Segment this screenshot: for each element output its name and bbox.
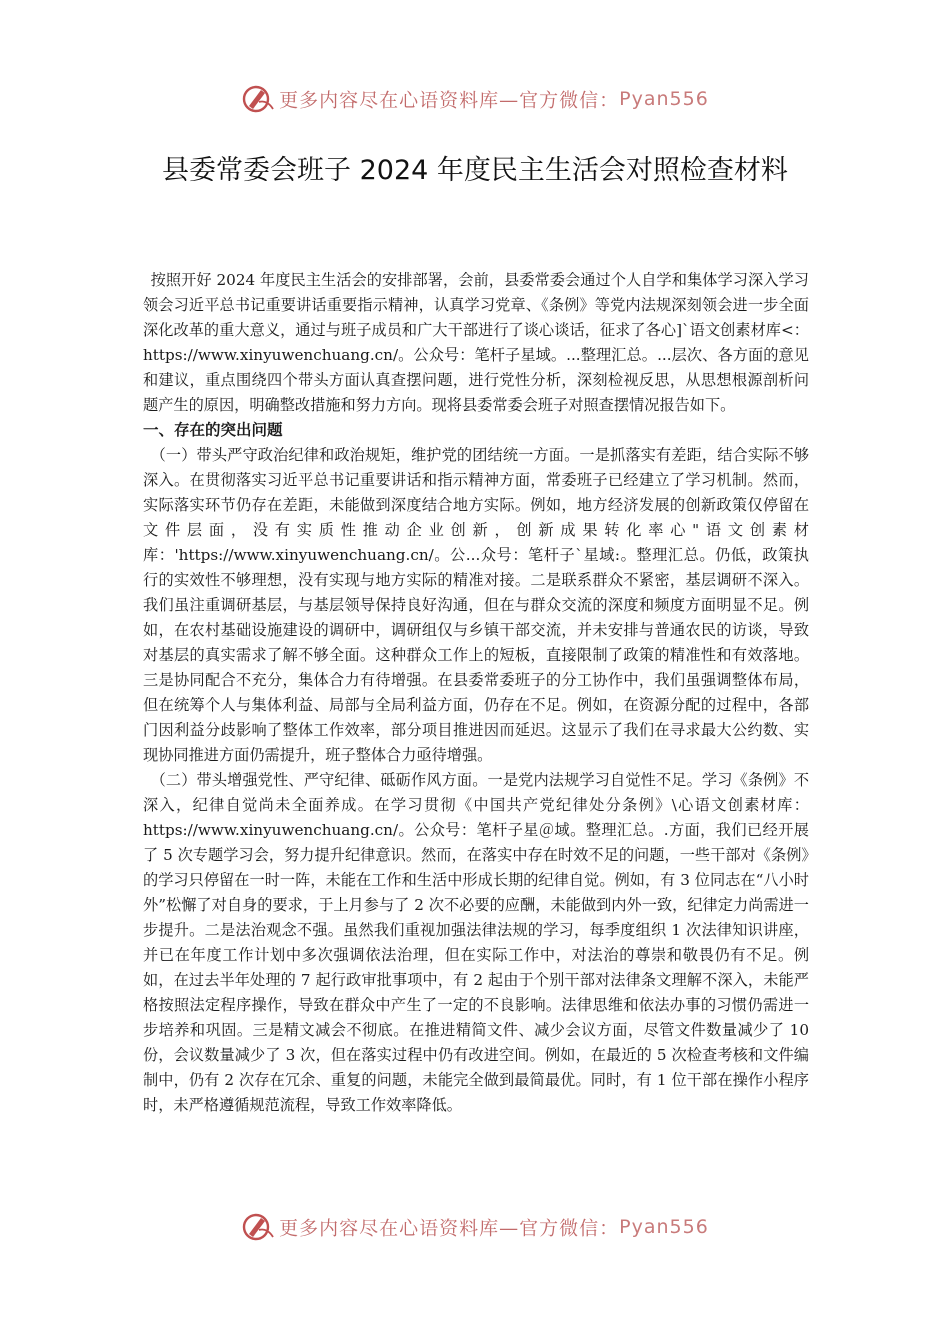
intro-paragraph: 按照开好 2024 年度民主生活会的安排部署，会前，县委常委会通过个人自学和集体学习深入学习领会习近平总书记重要讲话重要指示精神，认真学习党章、《条例》等党内法规深刻领会进一步全面深化改革的重大意义，通过与班子成员和广大干部进行了谈心谈话，征求了各心]`语文创素材库<：https://www.xinyuwenchuang.cn/。公众号：笔杆子星域。...整理汇总。...层次、各方面的意见和建议，重点围绕四个带头方面认真查摆问题，进行党性分析，深刻检视反思，从思想根源剖析问题产生的原因，明确整改措施和努力方向。现将县委常委会班子对照查摆情况报告如下。 bbox=[143, 271, 809, 414]
paragraph-2: （二）带头增强党性、严守纪律、砥砺作风方面。一是党内法规学习自觉性不足。学习《条例》不深入，纪律自觉尚未全面养成。在学习贯彻《中国共产党纪律处分条例》\心语文创素材库：https://www.xinyuwenchuang.cn/。公众号：笔杆子星＠域。整理汇总。.方面，我们已经开展了 5 次专题学习会，努力提升纪律意识。然而，在落实中存在时效不足的问题，一些干部对《条例》的学习只停留在一时一阵，未能在工作和生活中形成长期的纪律自觉。例如，有 3 位同志在“八小时外”松懈了对自身的要求，于上月参与了 2 次不必要的应酬，未能做到内外一致，纪律定力尚需进一步提升。二是法治观念不强。虽然我们重视加强法律法规的学习，每季度组织 1 次法律知识讲座，并已在年度工作计划中多次强调依法治理，但在实际工作中，对法治的尊崇和敬畏仍有不足。例如，在过去半年处理的 7 起行政审批事项中，有 2 起由于个别干部对法律条文理解不深入，未能严格按照法定程序操作，导致在群众中产生了一定的不良影响。法律思维和依法办事的习惯仍需进一步培养和巩固。三是精文减会不彻底。在推进精简文件、减少会议方面，尽管文件数量减少了 10 份，会议数量减少了 3 次，但在落实过程中仍有改进空间。例如，在最近的 5 次检查考核和文件编制中，仍有 2 次存在冗余、重复的问题，未能完全做到最简最优。同时，有 1 位干部在操作小程序时，未严格遵循规范流程，导致工作效率降低。 bbox=[143, 771, 809, 1114]
document-title: 县委常委会班子 2024 年度民主生活会对照检查材料 bbox=[162, 155, 788, 186]
banner-text: 更多内容尽在心语资料库—官方微信： bbox=[279, 89, 620, 112]
header-watermark-banner bbox=[0, 84, 950, 114]
footer-watermark-banner bbox=[0, 1212, 950, 1242]
banner-text: 更多内容尽在心语资料库—官方微信： bbox=[279, 1217, 620, 1240]
banner-wechat-id: Pyan556 bbox=[619, 88, 709, 110]
section-heading-1: 一、存在的突出问题 bbox=[143, 421, 283, 439]
logo-icon bbox=[241, 1212, 275, 1242]
paragraph-1: （一）带头严守政治纪律和政治规矩，维护党的团结统一方面。一是抓落实有差距，结合实际不够深入。在贯彻落实习近平总书记重要讲话和指示精神方面，常委班子已经建立了学习机制。然而，实际落实环节仍存在差距，未能做到深度结合地方实际。例如，地方经济发展的创新政策仅停留在文件层面，没有实质性推动企业创新，创新成果转化率心"语文创素材库：'https://www.xinyuwenchuang.cn/。公...众号：笔杆子`星域:。整理汇总。仍低，政策执行的实效性不够理想，没有实现与地方实际的精准对接。二是联系群众不紧密，基层调研不深入。我们虽注重调研基层，与基层领导保持良好沟通，但在与群众交流的深度和频度方面明显不足。例如，在农村基础设施建设的调研中，调研组仅与乡镇干部交流，并未安排与普通农民的访谈，导致对基层的真实需求了解不够全面。这种群众工作上的短板，直接限制了政策的精准性和有效落地。三是协同配合不充分，集体合力有待增强。在县委常委班子的分工协作中，我们虽强调整体布局，但在统筹个人与集体利益、局部与全局利益方面，仍存在不足。例如，在资源分配的过程中，各部门因利益分歧影响了整体工作效率，部分项目推进因而延迟。这显示了我们在寻求最大公约数、实现协同推进方面仍需提升，班子整体合力亟待增强。 bbox=[143, 446, 809, 764]
document-body bbox=[143, 268, 809, 1118]
banner-wechat-id: Pyan556 bbox=[619, 1216, 709, 1238]
logo-icon bbox=[241, 84, 275, 114]
